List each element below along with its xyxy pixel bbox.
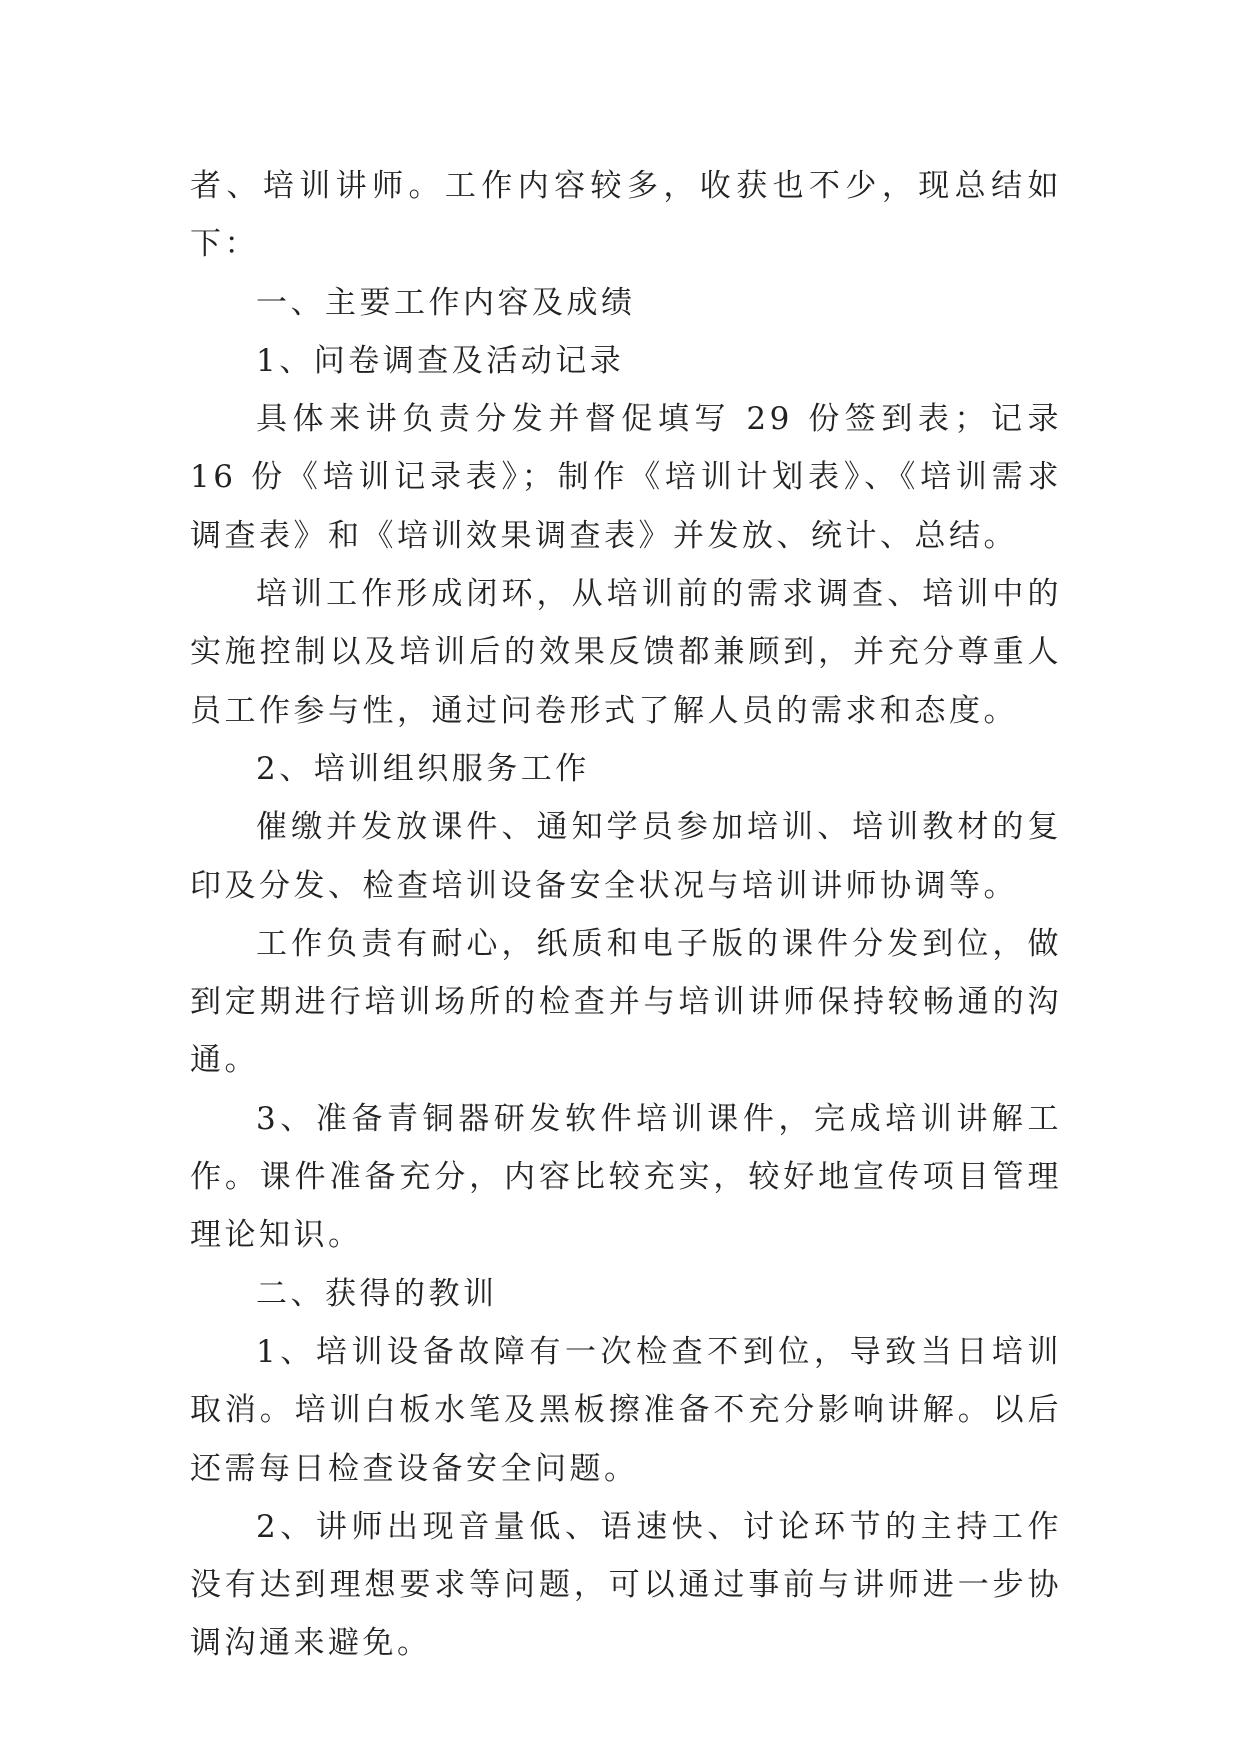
paragraph: 催缴并发放课件、通知学员参加培训、培训教材的复印及分发、检查培训设备安全状况与培训讲师协调等。 [190,809,1062,904]
paragraph: 2、讲师出现音量低、语速快、讨论环节的主持工作没有达到理想要求等问题，可以通过事前与讲师进一步协调沟通来避免。 [190,1508,1062,1662]
paragraph: 3、准备青铜器研发软件培训课件，完成培训讲解工作。课件准备充分，内容比较充实，较好地宣传项目管理理论知识。 [190,1100,1062,1254]
paragraph: 工作负责有耐心，纸质和电子版的课件分发到位，做到定期进行培训场所的检查并与培训讲师保持较畅通的沟通。 [190,925,1062,1079]
section-heading: 一、主要工作内容及成绩 [256,284,636,321]
paragraph: 具体来讲负责分发并督促填写 29 份签到表；记录 16 份《培训记录表》；制作《培训计划表》、《培训需求调查表》和《培训效果调查表》并发放、统计、总结。 [190,401,1062,554]
paragraph: 培训工作形成闭环，从培训前的需求调查、培训中的实施控制以及培训后的效果反馈都兼顾到，并充分尊重人员工作参与性，通过问卷形式了解人员的需求和态度。 [190,576,1062,729]
paragraph: 者、培训讲师。工作内容较多，收获也不少，现总结如下： [190,168,1062,263]
document-body [190,157,1062,1673]
section-heading: 二、获得的教训 [256,1275,498,1312]
paragraph: 1、培训设备故障有一次检查不到位，导致当日培训取消。培训白板水笔及黑板擦准备不充分影响讲解。以后还需每日检查设备安全问题。 [190,1333,1062,1487]
subsection-heading: 2、培训组织服务工作 [256,750,590,787]
subsection-heading: 1、问卷调查及活动记录 [256,342,625,379]
